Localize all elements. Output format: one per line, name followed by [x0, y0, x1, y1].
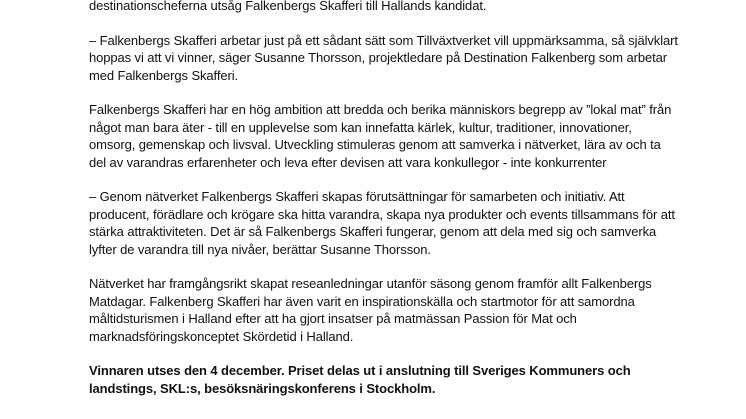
- document-body: [89, 0, 679, 397]
- paragraph-ambition: Falkenbergs Skafferi har en hög ambition att bredda och berika människors begrepp av ”lokal mat” från något man bara äter - till en upplevelse som kan innefatta kärlek, kultur, traditioner, innovationer, omsorg, gemenskap och livsval. Utveckling stimuleras genom att samverka i nätverket, lära av och ta del av varandras erfarenheter och leva efter devisen att vara konkullegor - inte konkurrenter: [89, 102, 672, 170]
- paragraph-quote-thorsson-1: – Falkenbergs Skafferi arbetar just på ett sådant sätt som Tillväxtverket vill uppmärksamma, så självklart hoppas vi att vi vinner, säger Susanne Thorsson, projektledare på Destination Falkenberg som arbetar med Falkenbergs Skafferi.: [89, 32, 678, 83]
- paragraph-winner-announcement: Vinnaren utses den 4 december. Priset delas ut i anslutning till Sveriges Kommuners och landstings, SKL:s, besöksnäringskonferens i Stockholm.: [89, 363, 631, 396]
- paragraph-quote-thorsson-2: – Genom nätverket Falkenbergs Skafferi skapas förutsättningar för samarbeten och initiativ. Att producent, förädlare och krögare ska hitta varandra, skapa nya produkter och events tillsammans för att stärka attraktiviteten. Det är så Falkenbergs Skafferi fungerar, genom att dela med sig och samverka lyfter de varandra till nya nivåer, berättar Susanne Thorsson.: [89, 189, 675, 257]
- paragraph-intro: destinationscheferna utsåg Falkenbergs Skafferi till Hallands kandidat.: [89, 0, 487, 13]
- paragraph-network: Nätverket har framgångsrikt skapat reseanledningar utanför säsong genom framför allt Falkenbergs Matdagar. Falkenberg Skafferi har även varit en inspirationskälla och startmotor för att samordna måltidsturismen i Halland efter att ha gjort insatser på matmässan Passion för Mat och marknadsföringskonceptet Skördetid i Halland.: [89, 276, 652, 344]
